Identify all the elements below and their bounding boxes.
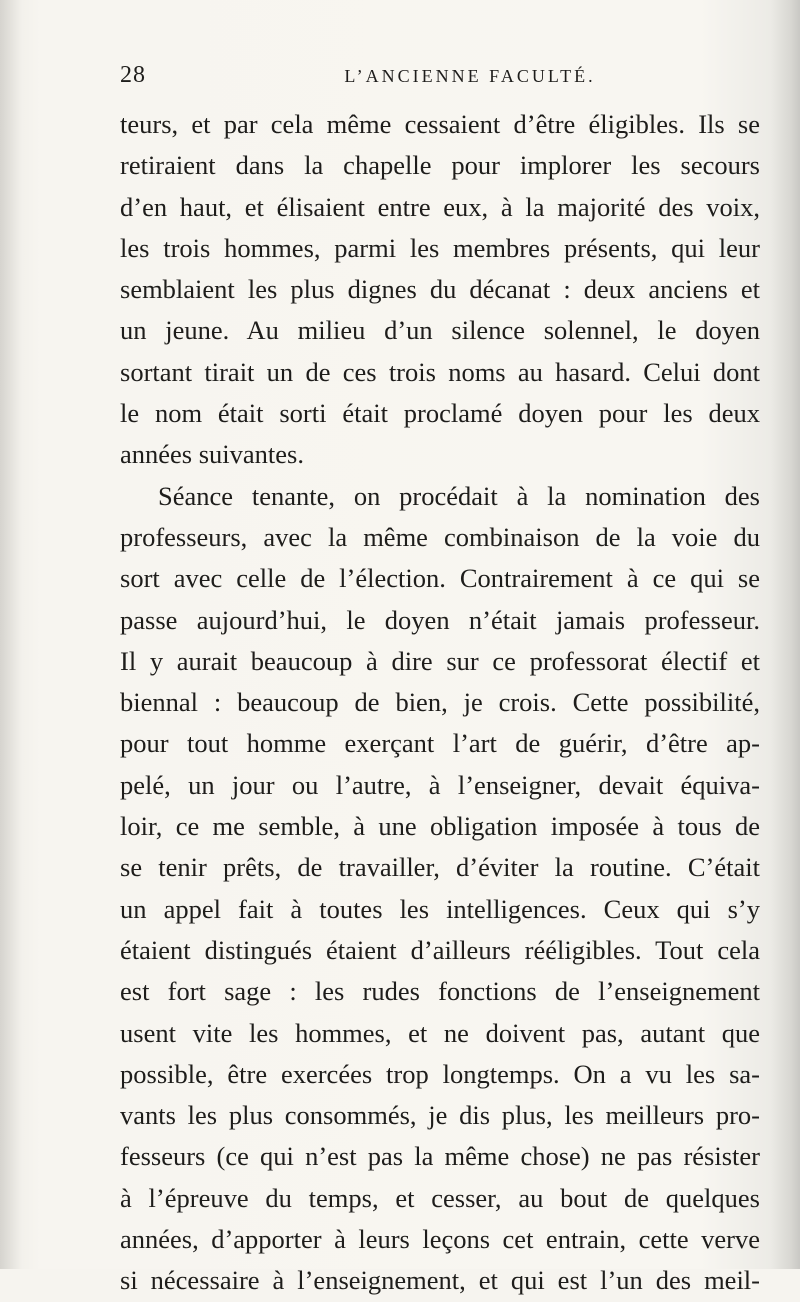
text-line: un jeune. Au milieu d’un silence solennel, le doyen	[120, 315, 760, 346]
body-text	[120, 104, 760, 1302]
text-line: loir, ce me semble, à une obligation imposée à tous de	[120, 811, 760, 842]
page-number: 28	[120, 62, 146, 88]
paragraph-last-line: années suivantes.	[120, 439, 304, 470]
text-line: biennal : beaucoup de bien, je crois. Cette possibilité,	[120, 687, 760, 718]
text-line: un appel fait à toutes les intelligences. Ceux qui s’y	[120, 893, 760, 924]
text-line: si nécessaire à l’enseignement, et qui est l’un des meil-	[120, 1265, 760, 1296]
gutter-shadow	[0, 0, 22, 1269]
text-line: étaient distingués étaient d’ailleurs rééligibles. Tout cela	[120, 934, 760, 965]
text-line: le nom était sorti était proclamé doyen pour les deux	[120, 398, 760, 429]
text-line: retiraient dans la chapelle pour implorer les secours	[120, 150, 760, 181]
text-line: semblaient les plus dignes du décanat : deux anciens et	[120, 274, 760, 305]
text-line: vants les plus consommés, je dis plus, les meilleurs pro-	[120, 1100, 760, 1131]
text-line: se tenir prêts, de travailler, d’éviter la routine. C’était	[120, 852, 760, 883]
running-head	[120, 62, 760, 92]
text-line: à l’épreuve du temps, et cesser, au bout de quelques	[120, 1182, 760, 1213]
text-line: teurs, et par cela même cessaient d’être éligibles. Ils se	[120, 109, 760, 139]
text-line: pelé, un jour ou l’autre, à l’enseigner, devait équiva-	[120, 769, 760, 800]
running-title: L’ANCIENNE FACULTÉ.	[344, 66, 596, 86]
text-line: années, d’apporter à leurs leçons cet entrain, cette verve	[120, 1224, 760, 1255]
text-line: possible, être exercées trop longtemps. On a vu les sa-	[120, 1058, 760, 1089]
text-line: sort avec celle de l’élection. Contrairement à ce qui se	[120, 563, 760, 594]
text-line: d’en haut, et élisaient entre eux, à la majorité des voix,	[120, 191, 760, 222]
text-line: fesseurs (ce qui n’est pas la même chose) ne pas résister	[120, 1141, 760, 1172]
text-line: pour tout homme exerçant l’art de guérir, d’être ap-	[120, 728, 760, 759]
text-line: sortant tirait un de ces trois noms au hasard. Celui dont	[120, 356, 760, 387]
text-line: passe aujourd’hui, le doyen n’était jamais professeur.	[120, 604, 760, 635]
text-line: les trois hommes, parmi les membres présents, qui leur	[120, 232, 760, 263]
paragraph-first-line: Séance tenante, on procédait à la nomination des	[158, 480, 760, 511]
text-line: Il y aurait beaucoup à dire sur ce professorat électif et	[120, 645, 760, 676]
text-line: est fort sage : les rudes fonctions de l’enseignement	[120, 976, 760, 1007]
text-line: usent vite les hommes, et ne doivent pas, autant que	[120, 1017, 760, 1048]
text-line: professeurs, avec la même combinaison de la voie du	[120, 521, 760, 552]
